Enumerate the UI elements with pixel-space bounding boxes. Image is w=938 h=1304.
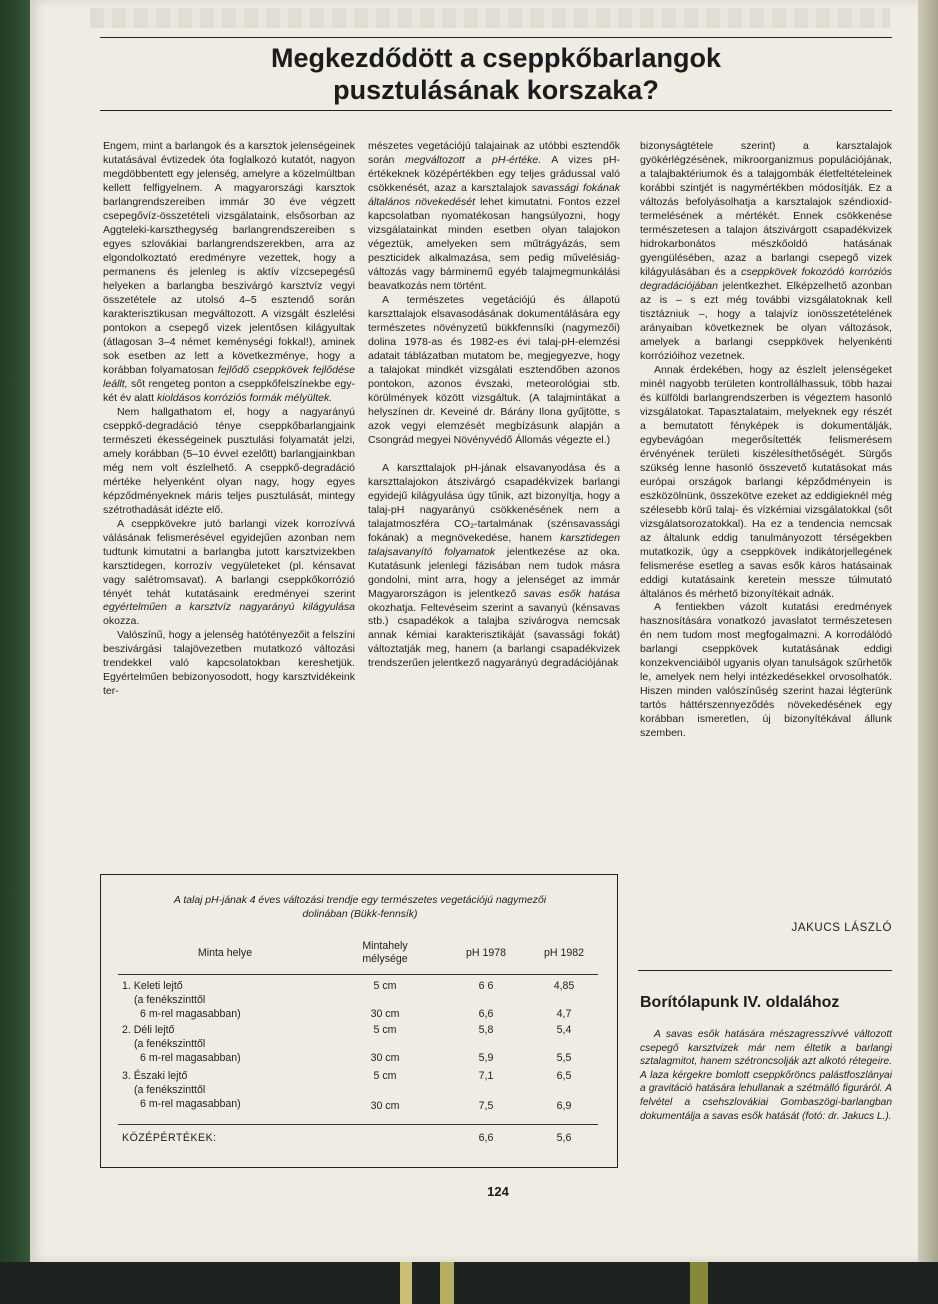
table-footer-rule: [118, 1124, 598, 1125]
cell-ph-1982: 6,5: [556, 1070, 572, 1082]
row-site-note: (a fenékszinttől: [134, 1038, 206, 1050]
row-site-note: 6 m-rel magasabban): [140, 1098, 241, 1110]
paragraph: Annak érdekében, hogy az észlelt jelenségeket minél nagyobb területen kontrollálhassuk, több hazai és külföldi barlangrendszerben is végeztem hasonló vizsgálatokat. Tapasztalataim, melyeknek egy részét a bemutatott fényképek is dokumentálják, egybevágóan megerősítették felismerésem érvényének területi kiszélesíthetőségét. Sürgős szükség lenne hasonló összevető kutatásokat más európai országok barlangi képződményein is eszközölnünk, összekötve ezeket az eddigieknél még szélesebb körű talaj- és vízkémiai vizsgálatokkal (sőt vizsgálatsorozatokkal). Ha ez a tendencia nemcsak az általunk eddig tanulmányozott térségekben mutatkozik, úgy a cseppkövek indikátorjellegének felismerése esetleg a savas esők káros hatásainak eddigi kutatásaink keretein messze túlmutató általános és mérhető bizonyítékait adnák.: [640, 363, 892, 600]
cell-ph-1978: 7,5: [478, 1100, 494, 1112]
cell-depth: 30 cm: [370, 1052, 400, 1064]
page-edge: [918, 0, 938, 1304]
text-column-2: [368, 140, 620, 671]
bookmark-ribbon: [440, 1262, 454, 1304]
header-depth: Mintahely mélysége: [362, 940, 408, 965]
cover-box-heading: Borítólapunk IV. oldalához: [640, 994, 840, 1011]
faded-show-through: [90, 8, 890, 28]
average-label: KÖZÉPÉRTÉKEK:: [122, 1132, 217, 1144]
paragraph: Nem hallgathatom el, hogy a nagyarányú cseppkő-degradáció ténye cseppkőbarlangjaink természeti ékességeinek pusztulási folyamatát jelzi, amely korábban (5–10 évvel ezelőtt) barlangjainkban még nem volt észlelhető. A cseppkő-degradáció mértéke helyenként olyan nagy, hogy egyes képződményeknek máris teljes pusztulását, mintegy szétrothadását idézte elő.: [103, 405, 355, 516]
paragraph: A cseppkövekre jutó barlangi vizek korrozívvá válásának felismerésével egyidejűen azonban nem tudtunk kimutatni a barlangba jutott karsztvizekben karsztidegen, korrozív vegyületeket (pl. kénsavat vagy salétromsavat). A barlangi cseppkőkorrózió tényét tehát kutatásaink eredményei szerint egyértelműen a karsztvíz nagyarányú kilágyulása okozza.: [103, 517, 355, 628]
bookmark-ribbon: [690, 1262, 708, 1304]
cell-ph-1982: 4,85: [553, 980, 575, 992]
cell-ph-1982: 4,7: [556, 1008, 572, 1020]
paragraph-gap: [368, 448, 620, 462]
header-site: Minta helye: [197, 947, 253, 959]
article-title-line-2: pusztulásának korszaka?: [333, 75, 659, 105]
cell-ph-1978: 5,9: [478, 1052, 494, 1064]
article-title-line-1: Megkezdődött a cseppkőbarlangok: [270, 43, 722, 73]
table-header-rule: [118, 974, 598, 975]
header-ph-1982: pH 1982: [543, 947, 585, 959]
bookmark-ribbon: [400, 1262, 412, 1304]
row-site-note: 6 m-rel magasabban): [140, 1052, 241, 1064]
cell-ph-1978: 5,8: [478, 1024, 494, 1036]
paragraph: Engem, mint a barlangok és a karsztok jelenségeinek kutatásával évtizedek óta foglalkozó kutatót, nagyon megdöbbentett egy jelenség, amelyre a közelmúltban kellett felfigyelnem. A magyarországi karsztok barlangrendszereiben immár 30 éve végzett csepegővíz-összetételi vizsgálataink, elsősorban az Aggteleki-karszthegység barlangrendszereiben s egyes szlovákiai barlangrendszerekben, arra az elgondolkoztató eredményre vezettek, hogy a permanens és jelenleg is aktív vízcsepegésű helyeken a barlangba beszivárgó karsztvíz vegyi összetétele az utolsó 4–5 esztendő során karakterisztikusan megváltozott. A vizsgált észlelési pontokon a csepegő vizek jelentősen kilágyultak (átlagosan 3–4 német keménységi fokkal!), aminek sok esetben az lett a következménye, hogy a korábban folyamatosan fejlődő cseppkövek fejlődése leállt, sőt rengeteg ponton a cseppkőfelszínekbe egy-két év alatt kioldásos korróziós formák mélyültek.: [103, 140, 355, 404]
text-column-1: [103, 140, 355, 699]
row-site-note: 6 m-rel magasabban): [140, 1008, 241, 1020]
paragraph: A fentiekben vázolt kutatási eredmények hasznosítására vonatkozó javaslatot természetesen én nem tudom most megfogalmazni. A korrodálódó barlangi cseppkövek kutatásának eddigi konzekvenciáiból ugyanis olyan tanulságok szűrhetők le, amelyek nem helyi intézkedésekkel orvosolhatók. Hiszen minden valószínűség szerint hazai légterünk tartós háttérszennyeződés növekedésének egy korábban ismeretlen, új bizonyítékával állunk szemben.: [640, 601, 892, 740]
title-rule-top: [100, 37, 892, 38]
text-column-3: [640, 140, 892, 741]
cell-depth: 30 cm: [370, 1008, 400, 1020]
title-rule-bottom: [100, 110, 892, 111]
row-site-note: (a fenékszinttől: [134, 994, 206, 1006]
row-site: 2. Déli lejtő: [122, 1024, 175, 1036]
average-ph-1978: 6,6: [478, 1132, 494, 1144]
cover-box-caption: [640, 1028, 892, 1123]
header-ph-1978: pH 1978: [465, 947, 507, 959]
paragraph: A karszttalajok pH-jának elsavanyodása és a karszttalajokon átszivárgó csapadékvizek barlangi egyidejű kilágyulása úgy tűnik, azt bizonyítja, hogy a talaj-pH nagyarányú csökkenésének nem a talajatmoszféra CO₂-tartalmának (szénsavassági fokának) a megnövekedése, hanem karsztidegen talajsavanyító folyamatok jelentkezése az oka. Kutatásunk jelenlegi fázisában nem tudok másra gondolni, mint arra, hogy a jelenséget az immár Magyarországon is jelentkező savas esők hatása okozhatja. Feltevéseim szerint a savanyú (kénsavas stb.) csapadékok a talajba szivárogva nemcsak annak kémiai karakterisztikáját (savassági fokát) változtatják meg, hanem (a barlangi csapadékvizek trendszerűen jelentkező nagyarányú degradációjának: [368, 461, 621, 670]
cell-ph-1982: 5,5: [556, 1052, 572, 1064]
binding-bottom: [0, 1262, 938, 1304]
cell-ph-1982: 6,9: [556, 1100, 572, 1112]
page-number: 124: [487, 1184, 509, 1199]
binding-spine: [0, 0, 32, 1304]
cover-box-rule: [638, 970, 892, 971]
paragraph: A természetes vegetációjú és állapotú karszttalajok elsavasodásának dokumentálására egy természetes növényzetű bükkfennsíki (nagymezői) dolina 1978-as és 1982-es évi talaj-pH-elemzési adatait táblázatban mutatom be, megjegyezve, hogy a talajokat mindkét vizsgálati esztendőben azonos pontokon, azonos évszaki, meteorológiai stb. körülmények között vizsgáltuk. (A talajmintákat a helyszínen dr. Keveiné dr. Bárány Ilona gyűjtötte, s azok vegyi elemzését megbízásunk alapján a Csongrád megyei Növényvédő Állomás végezte el.): [368, 293, 620, 446]
row-site-note: (a fenékszinttől: [134, 1084, 206, 1096]
cell-depth: 5 cm: [373, 980, 397, 992]
cell-ph-1978: 6 6: [478, 980, 494, 992]
cell-ph-1978: 7,1: [478, 1070, 494, 1082]
article-title: [100, 42, 892, 106]
table-caption: A talaj pH-jának 4 éves változási trendje egy természetes vegetációjú nagymezői dolinában (Bükk-fennsík): [173, 895, 547, 920]
cell-depth: 5 cm: [373, 1070, 397, 1082]
paragraph: Valószínű, hogy a jelenség hatótényezőit a felszíni beszivárgási talajövezetben mutatkozó változási trendekkel való kapcsolatokban kereshetjük. Egyértelműen bebizonyosodott, hogy karsztvidékeink ter-: [103, 629, 355, 698]
paragraph: bizonyságtétele szerint) a karsztalajok gyökérlégzésének, mikroorganizmus populációjának, a talajbaktériumok és a talajgombák életfeltételeinek korábbi szintjét is nagymértékben módosítják. Ez a változás befolyásolhatja a karsztalajok széndioxid-termelésének a mértékét. Ennek csökkenése természetesen a talajon átszivárgott csapadékvizek hidrokarbonátos mészkőoldó hatásának gyengülésében, azaz a barlangi csepegő vizek kilágyulásában és a cseppkövek fokozódó korróziós degradációjában jelentkezhet. Elképzelhető azonban az is – s ezt még további vizsgálatoknak kell tisztázniuk –, hogy a talajvíz ionösszetételének arányaiban következnek be olyan változások, amelyek a barlangi cseppkövek helyenkénti korrózióihoz vezetnek.: [640, 140, 892, 362]
average-ph-1982: 5,6: [556, 1132, 572, 1144]
cell-depth: 30 cm: [370, 1100, 400, 1112]
cell-ph-1978: 6,6: [478, 1008, 494, 1020]
row-site: 1. Keleti lejtő: [122, 980, 183, 992]
cover-caption-text: A savas esők hatására mészagresszívvé változott csepegő karsztvizek már nem éltetik a barlangi sztalagmitot, hanem szétroncsolják azt alkotó rétegeire. A laza kérgekre bomlott cseppkőröncs palástfoszlányai a gravitáció hatására lehullanak a szétmálló figuráról. A felvétel a csehszlovákiai Gombaszögi-barlangban dokumentálja a savas esők hatását (fotó: dr. Jakucs L.).: [640, 1029, 892, 1122]
cell-depth: 5 cm: [373, 1024, 397, 1036]
cell-ph-1982: 5,4: [556, 1024, 572, 1036]
paragraph: mészetes vegetációjú talajainak az utóbbi esztendők során megváltozott a pH-értéke. A vizes pH-értékeknek középértékben egy teljes grádussal való csökkenését, azaz a karsztalajok savassági fokának általános növekedését lehet kimutatni. Fontos ezzel kapcsolatban nyomatékosan hangsúlyozni, hogy vizsgálatainkat minden esetben olyan talajokon végeztük, amelyeken sem műtrágyázás, sem peszticidek alkalmazása, sem pedig művelésiág-változás vagy bárminemű egyéb talajmegmunkálási beavatkozás nem történt.: [368, 140, 621, 292]
author-signature: JAKUCS LÁSZLÓ: [791, 922, 892, 934]
row-site: 3. Északi lejtő: [122, 1070, 188, 1082]
